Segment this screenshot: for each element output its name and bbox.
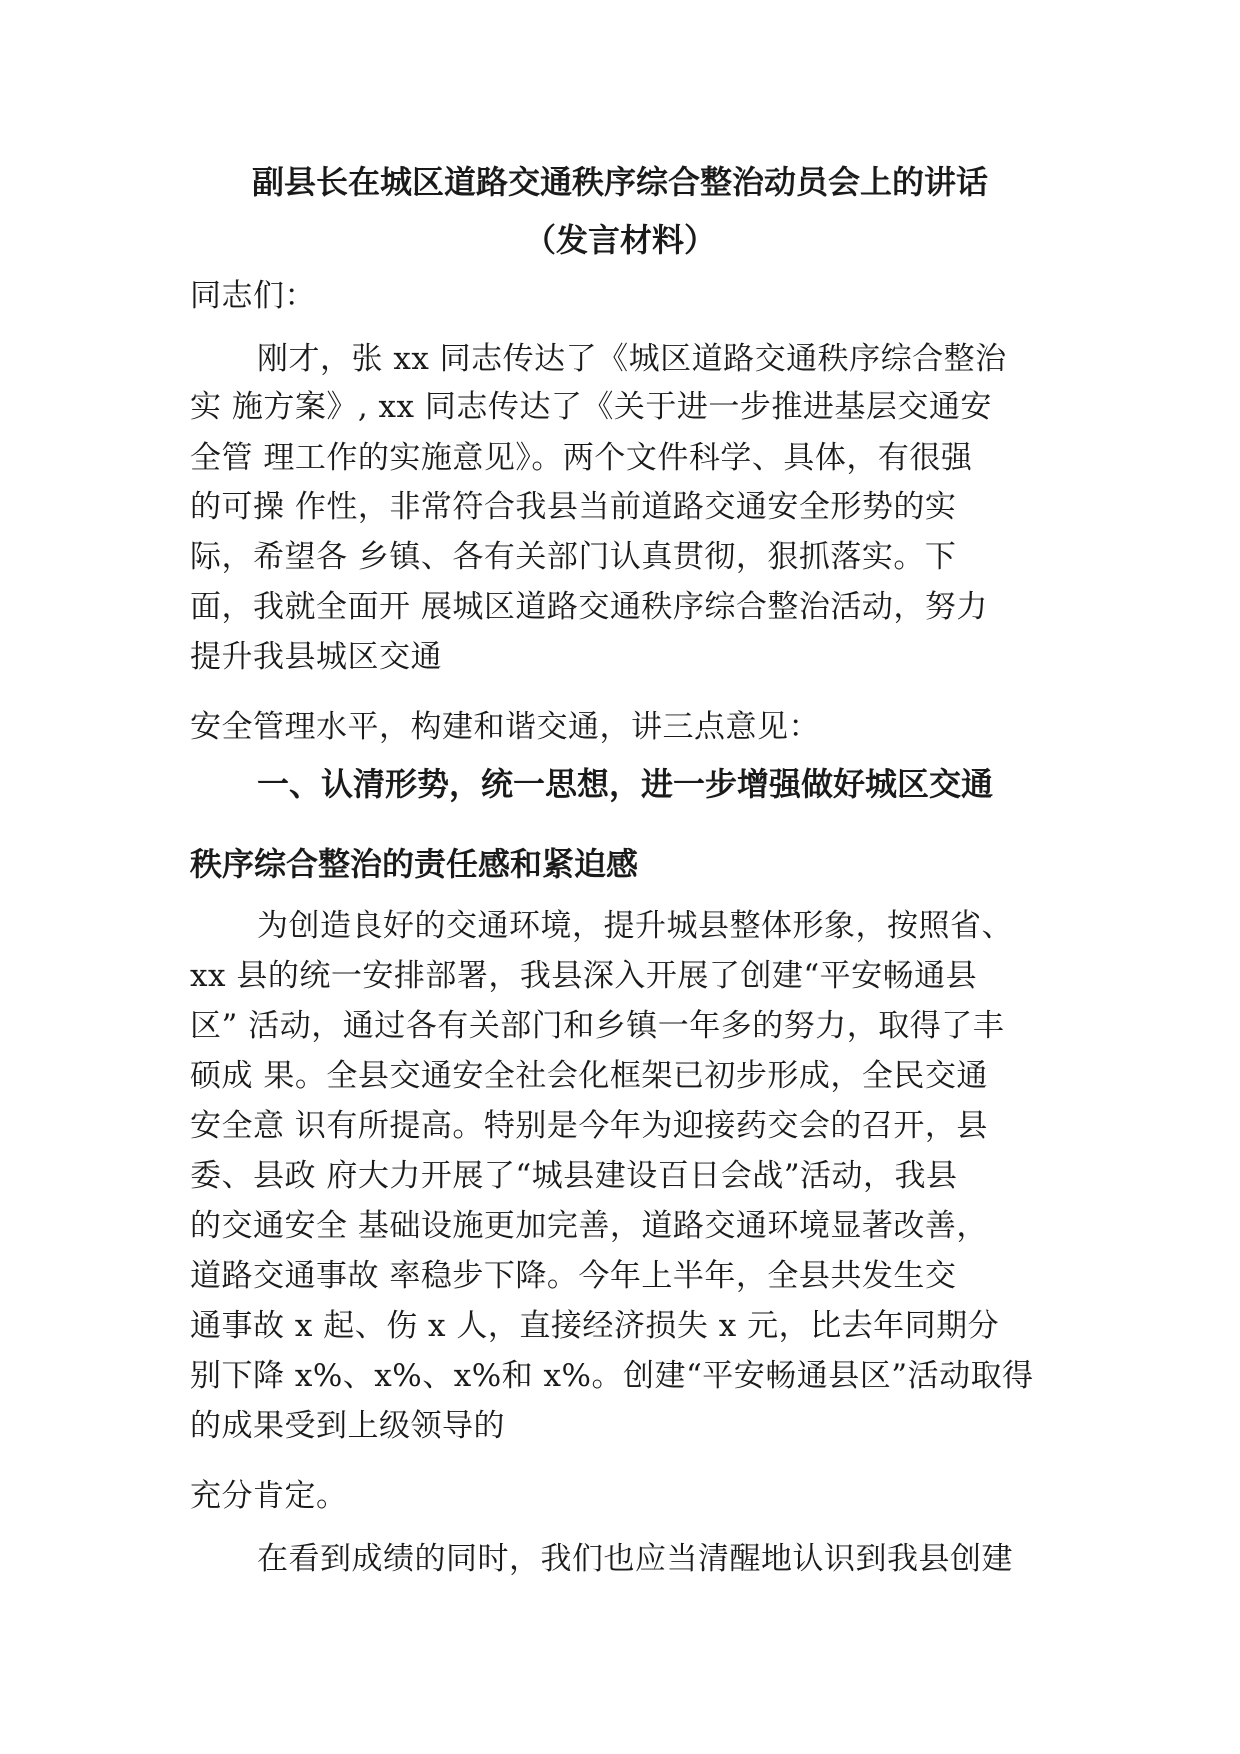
paragraph-1-line: 际，希望各 乡镇、各有关部门认真贯彻，狠抓落实。下: [190, 539, 957, 575]
paragraph-1-tail: 安全管理水平，构建和谐交通，讲三点意见：: [190, 709, 820, 745]
paragraph-2-line: 道路交通事故 率稳步下降。今年上半年，全县共发生交: [190, 1258, 957, 1294]
paragraph-2-line: xx 县的统一安排部署，我县深入开展了创建“平安畅通县: [190, 958, 978, 994]
paragraph-2-line: 硕成 果。全县交通安全社会化框架已初步形成，全民交通: [190, 1058, 988, 1094]
paragraph-1-line: 实 施方案》, xx 同志传达了《关于进一步推进基层交通安: [190, 389, 992, 425]
section-1-heading-line-2: 秩序综合整治的责任感和紧迫感: [190, 845, 639, 883]
paragraph-2-line: 的交通安全 基础设施更加完善，道路交通环境显著改善，: [190, 1208, 988, 1244]
paragraph-1-line: 刚才，张 xx 同志传达了《城区道路交通秩序综合整治: [257, 341, 1007, 377]
paragraph-3-line: 在看到成绩的同时，我们也应当清醒地认识到我县创建: [257, 1541, 1013, 1577]
section-1-heading-line-1: 一、认清形势，统一思想，进一步增强做好城区交通: [257, 765, 994, 803]
paragraph-2-line: 安全意 识有所提高。特别是今年为迎接药交会的召开，县: [190, 1108, 988, 1144]
paragraph-2-line: 委、县政 府大力开展了“城县建设百日会战”活动，我县: [190, 1158, 958, 1194]
paragraph-1-line: 提升我县城区交通: [190, 639, 442, 675]
paragraph-2-line: 的成果受到上级领导的: [190, 1408, 505, 1444]
paragraph-1-line: 的可操 作性，非常符合我县当前道路交通安全形势的实: [190, 489, 957, 525]
paragraph-1-line: 面，我就全面开 展城区道路交通秩序综合整治活动，努力: [190, 589, 988, 625]
document-subtitle: （发言材料）: [523, 221, 716, 259]
paragraph-2-line: 通事故 x 起、伤 x 人，直接经济损失 x 元，比去年同期分: [190, 1308, 1000, 1344]
paragraph-2-line: 为创造良好的交通环境，提升城县整体形象，按照省、: [257, 908, 1013, 944]
paragraph-2-line: 别下降 x%、x%、x%和 x%。创建“平安畅通县区”活动取得: [190, 1358, 1034, 1394]
paragraph-1-line: 全管 理工作的实施意见》。两个文件科学、具体，有很强: [190, 440, 973, 476]
document-title: 副县长在城区道路交通秩序综合整治动员会上的讲话: [251, 163, 988, 201]
salutation: 同志们：: [190, 278, 316, 314]
paragraph-2-line: 区” 活动，通过各有关部门和乡镇一年多的努力，取得了丰: [190, 1008, 1005, 1044]
paragraph-2-tail: 充分肯定。: [190, 1478, 348, 1514]
